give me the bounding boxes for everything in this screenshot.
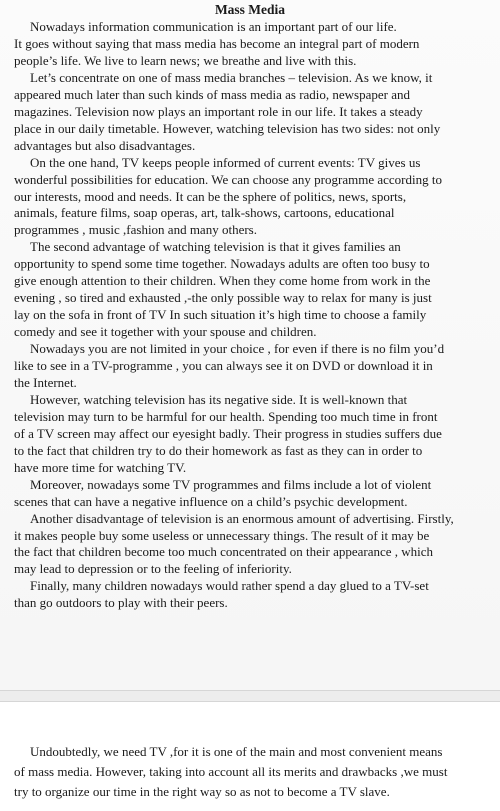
text-line: have more time for watching TV. (14, 459, 187, 475)
text-line: the fact that children become too much concentrated on their appearance , which (14, 544, 434, 560)
text-line: Undoubtedly, we need TV ,for it is one of the main and most convenient means (30, 744, 443, 759)
text-line: television may turn to be harmful for our health. Spending too much time in front (14, 408, 438, 424)
text-line: advantages but also disadvantages. (14, 137, 196, 153)
text-line: opportunity to spend some time together. Nowadays adults are often too busy to (14, 256, 430, 272)
text-line: evening , so tired and exhausted ,-the only possible way to relax for many is just (14, 290, 432, 306)
page-separator (0, 690, 500, 702)
text-line: Nowadays you are not limited in your choice , for even if there is no film you’d (30, 341, 445, 357)
text-line: the Internet. (14, 374, 77, 390)
text-line: of mass media. However, taking into account all its merits and drawbacks ,we must (14, 764, 448, 779)
text-line: our interests, mood and needs. It can be the sphere of politics, news, sports, (14, 188, 407, 204)
text-line: like to see in a TV-programme , you can always see it on DVD or download it in (14, 358, 433, 373)
text-line: wonderful possibilities for education. We can choose any programme according to (14, 171, 442, 187)
text-line: The second advantage of watching television is that it gives families an (30, 239, 401, 255)
text-line: Finally, many children nowadays would rather spend a day glued to a TV-set (30, 578, 429, 594)
text-line: Nowadays information communication is an important part of our life. (30, 19, 397, 34)
text-line: appeared much later than such kinds of mass media as radio, newspaper and (14, 86, 411, 102)
text-line: Let’s concentrate on one of mass media branches – television. As we know, it (30, 69, 433, 85)
text-line: Another disadvantage of television is an enormous amount of advertising. Firstly, (30, 510, 454, 526)
text-line: Moreover, nowadays some TV programmes and films include a lot of violent (30, 476, 432, 492)
document-page-2 (0, 702, 500, 811)
text-line: It goes without saying that mass media has become an integral part of modern (14, 36, 420, 51)
text-line: magazines. Television now plays an important role in our life. It takes a steady (14, 103, 423, 119)
document-title: Mass Media (214, 2, 286, 17)
text-line: However, watching television has its negative side. It is well-known that (30, 391, 408, 407)
text-line: of a TV screen may affect our eyesight badly. Their progress in studies suffers due (14, 425, 442, 441)
text-line: scenes that can have a negative influence on a child’s psychic development. (14, 493, 408, 509)
text-line: people’s life. We live to learn news; we breathe and live with this. (14, 52, 357, 68)
text-line: may lead to depression or to the feeling of inferiority. (14, 561, 292, 577)
text-line: try to organize our time in the right way so as not to become a TV slave. (14, 784, 390, 799)
text-line: place in our daily timetable. However, watching television has two sides: not only (14, 120, 441, 136)
text-line: lay on the sofa in front of TV In such situation it’s high time to choose a family (14, 307, 427, 323)
text-line: it makes people buy some useless or unnecessary things. The result of it may be (14, 527, 430, 543)
text-line: to the fact that children try to do their homework as fast as they can in order to (14, 442, 423, 458)
text-line: comedy and see it together with your spouse and children. (14, 324, 317, 340)
text-line: On the one hand, TV keeps people informed of current events: TV gives us (30, 154, 421, 170)
text-line: animals, feature films, soap operas, art, talk-shows, cartoons, educational (14, 205, 395, 221)
text-line: give enough attention to their children. When they come home from work in the (14, 273, 431, 289)
text-line: than go outdoors to play with their peers. (14, 595, 228, 611)
text-line: programmes , music ,fashion and many others. (14, 222, 257, 238)
